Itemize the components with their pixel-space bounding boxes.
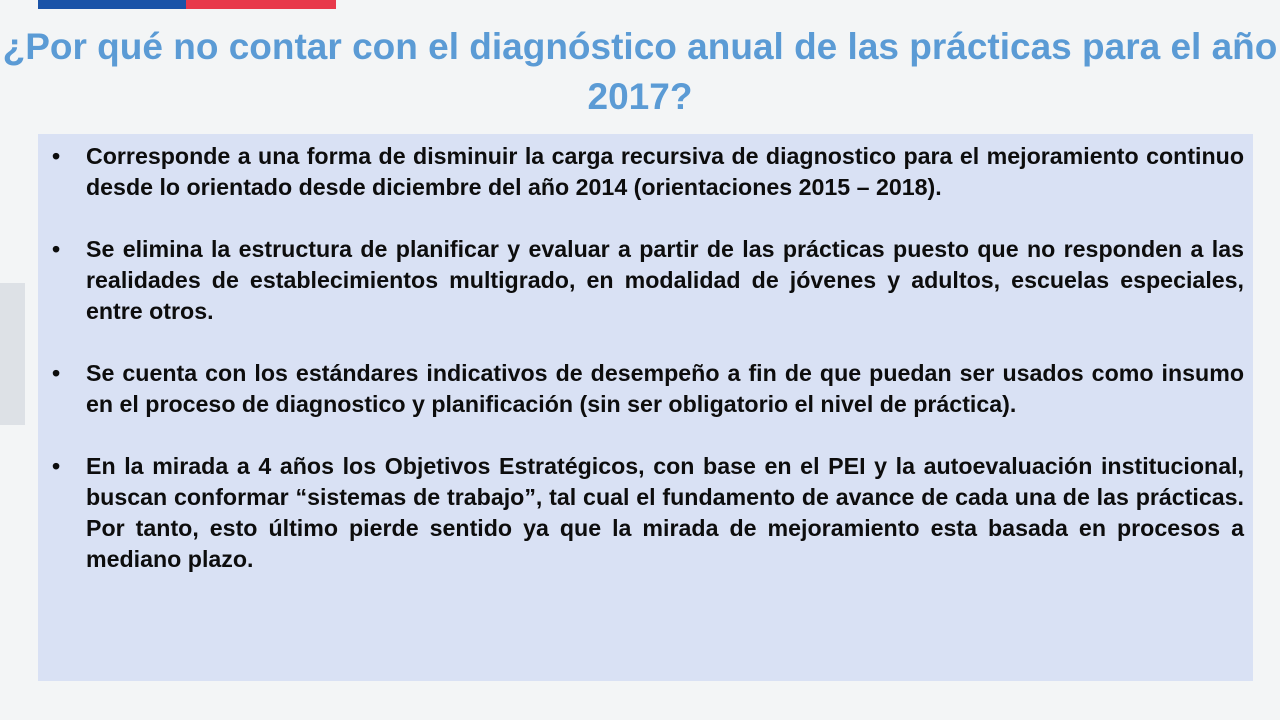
flag-blue-stripe bbox=[38, 0, 186, 9]
bullet-text: Se cuenta con los estándares indicativos de desempeño a fin de que puedan ser usados como insumo en el proceso de diagnostico y planificación (sin ser obligatorio el nivel de práctica). bbox=[86, 360, 1244, 417]
bullet-list bbox=[52, 141, 1244, 575]
bullet-item bbox=[52, 358, 1244, 420]
bullet-icon: • bbox=[52, 453, 61, 479]
side-tab bbox=[0, 283, 25, 425]
flag-bar bbox=[38, 0, 336, 9]
bullet-item bbox=[52, 234, 1244, 327]
bullet-text: En la mirada a 4 años los Objetivos Estratégicos, con base en el PEI y la autoevaluación institucional, buscan conformar “sistemas de trabajo”, tal cual el fundamento de avance de cada una de las prácticas. Por tanto, esto último pierde sentido ya que la mirada de mejoramiento esta basada en procesos a mediano plazo. bbox=[86, 453, 1244, 572]
bullet-icon: • bbox=[52, 236, 61, 262]
slide-title: ¿Por qué no contar con el diagnóstico anual de las prácticas para el año 2017? bbox=[2, 26, 1278, 117]
bullet-icon: • bbox=[52, 143, 61, 169]
bullet-item bbox=[52, 451, 1244, 575]
bullet-text: Se elimina la estructura de planificar y evaluar a partir de las prácticas puesto que no responden a las realidades de establecimientos multigrado, en modalidad de jóvenes y adultos, escuelas especiales, entre otros. bbox=[86, 236, 1244, 324]
bullet-icon: • bbox=[52, 360, 61, 386]
flag-red-stripe bbox=[186, 0, 336, 9]
bullet-text: Corresponde a una forma de disminuir la carga recursiva de diagnostico para el mejoramiento continuo desde lo orientado desde diciembre del año 2014 (orientaciones 2015 – 2018). bbox=[86, 143, 1244, 200]
bullet-item bbox=[52, 141, 1244, 203]
content-box bbox=[38, 134, 1253, 681]
